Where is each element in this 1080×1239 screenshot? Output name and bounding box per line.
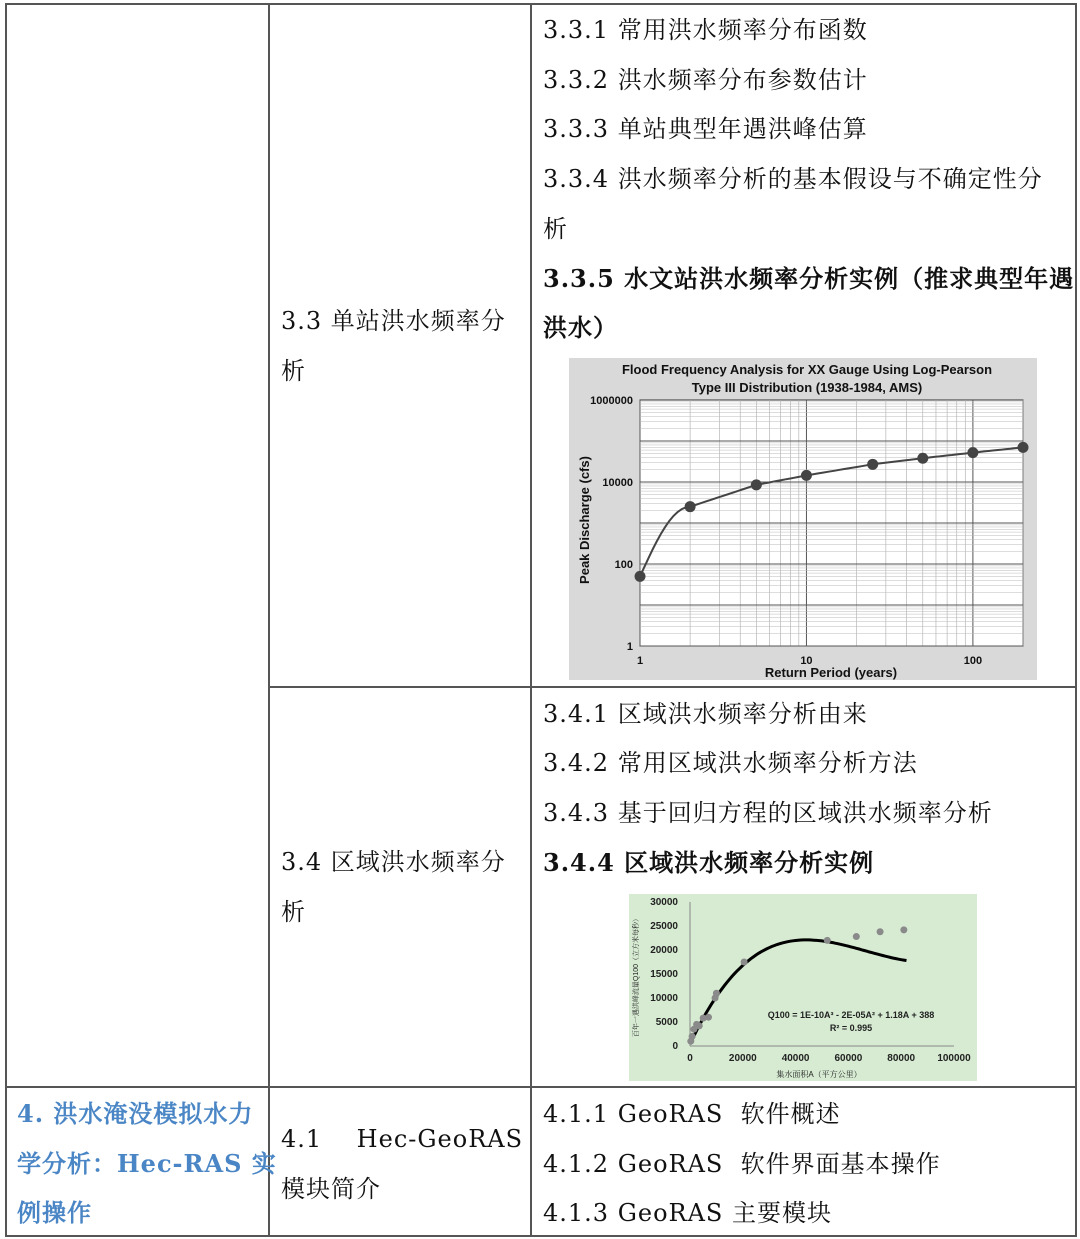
chart1-title: Flood Frequency Analysis for XX Gauge Using Log-Pearson bbox=[621, 362, 993, 377]
chart2-y-tick-label: 25000 bbox=[650, 921, 678, 932]
chart1-y-tick-label: 1000000 bbox=[590, 395, 633, 407]
chart1-subtitle: Type III Distribution (1938-1984, AMS) bbox=[691, 380, 923, 395]
chart1-y-tick-label: 10000 bbox=[602, 477, 633, 489]
table-col-divider-1 bbox=[268, 3, 270, 1237]
section-3-3-label: 3.3 单站洪水频率分 bbox=[281, 307, 506, 335]
chart1-data-point bbox=[801, 470, 812, 481]
section-4-title-cont2: 例操作 bbox=[17, 1198, 92, 1227]
chart1-x-tick-label: 100 bbox=[963, 655, 983, 667]
chart2-y-tick-label: 15000 bbox=[650, 969, 678, 980]
item-3-3-1: 3.3.1 常用洪水频率分布函数 bbox=[543, 16, 868, 44]
chart2-data-point bbox=[713, 990, 720, 997]
chart2-y-tick-label: 5000 bbox=[655, 1017, 678, 1028]
table-border-bottom bbox=[5, 1235, 1077, 1237]
chart1-ylabel: Peak Discharge (cfs) bbox=[577, 456, 592, 584]
chart2-x-tick-label: 40000 bbox=[781, 1053, 810, 1064]
table-border-top bbox=[5, 3, 1077, 5]
table-border-right bbox=[1075, 3, 1077, 1237]
regional-regression-chart bbox=[629, 894, 977, 1081]
item-3-3-3: 3.3.3 单站典型年遇洪峰估算 bbox=[543, 115, 868, 143]
item-4-1-1: 4.1.1 GeoRAS 软件概述 bbox=[543, 1100, 841, 1128]
table-col-divider-2 bbox=[530, 3, 532, 1237]
chart2-x-tick-label: 100000 bbox=[937, 1053, 971, 1064]
chart1-data-point bbox=[967, 447, 978, 458]
item-3-3-5: 3.3.5 水文站洪水频率分析实例（推求典型年遇 bbox=[543, 264, 1075, 293]
chart2-data-point bbox=[853, 933, 860, 940]
chart2-data-point bbox=[705, 1014, 712, 1021]
section-4-title: 4. 洪水淹没模拟水力 bbox=[17, 1099, 254, 1128]
flood-frequency-chart bbox=[569, 358, 1037, 680]
table-row-divider-2 bbox=[5, 1086, 1077, 1088]
section-4-title-cont: 学分析：Hec-RAS 实 bbox=[17, 1149, 277, 1178]
chart2-y-tick-label: 10000 bbox=[650, 993, 678, 1004]
table-border-left bbox=[5, 3, 7, 1237]
chart2-data-point bbox=[900, 926, 907, 933]
item-4-1-2: 4.1.2 GeoRAS 软件界面基本操作 bbox=[543, 1150, 941, 1178]
chart2-y-tick-label: 30000 bbox=[650, 897, 678, 908]
chart1-data-point bbox=[685, 501, 696, 512]
chart2-y-tick-label: 0 bbox=[672, 1041, 678, 1052]
section-4-1-label: 4.1 Hec-GeoRAS bbox=[281, 1125, 524, 1153]
item-3-4-1: 3.4.1 区域洪水频率分析由来 bbox=[543, 700, 868, 728]
section-4-1-label-cont: 模块简介 bbox=[281, 1175, 381, 1203]
item-3-4-2: 3.4.2 常用区域洪水频率分析方法 bbox=[543, 749, 918, 777]
chart2-data-point bbox=[824, 937, 831, 944]
chart2-data-point bbox=[877, 928, 884, 935]
chart1-data-point bbox=[635, 571, 646, 582]
chart2-x-tick-label: 20000 bbox=[728, 1053, 757, 1064]
table-row-divider-1 bbox=[268, 686, 1077, 688]
chart2-fit-curve bbox=[690, 940, 907, 1044]
chart1-data-point bbox=[751, 479, 762, 490]
chart2-data-point bbox=[689, 1033, 696, 1040]
section-3-4-label-cont: 析 bbox=[281, 898, 306, 926]
chart2-y-tick-label: 20000 bbox=[650, 945, 678, 956]
section-3-4-label: 3.4 区域洪水频率分 bbox=[281, 848, 506, 876]
chart1-y-tick-label: 1 bbox=[626, 641, 633, 653]
chart1-data-point bbox=[1018, 442, 1029, 453]
chart2-r2: R² = 0.995 bbox=[829, 1023, 873, 1033]
chart2-ylabel: 百年一遇洪峰流量Q100（立方米每秒） bbox=[633, 914, 640, 1038]
chart2-x-tick-label: 0 bbox=[687, 1053, 693, 1064]
item-4-1-3: 4.1.3 GeoRAS 主要模块 bbox=[543, 1199, 832, 1227]
item-3-3-2: 3.3.2 洪水频率分布参数估计 bbox=[543, 66, 868, 94]
chart2-xlabel: 集水面积A（平方公里） bbox=[776, 1070, 862, 1079]
item-3-4-3: 3.4.3 基于回归方程的区域洪水频率分析 bbox=[543, 799, 993, 827]
chart1-data-point bbox=[867, 459, 878, 470]
chart2-data-point bbox=[696, 1022, 703, 1029]
item-3-4-4: 3.4.4 区域洪水频率分析实例 bbox=[543, 848, 875, 877]
item-3-3-4-cont: 析 bbox=[543, 215, 568, 243]
chart2-x-tick-label: 80000 bbox=[887, 1053, 916, 1064]
chart1-y-tick-label: 100 bbox=[614, 559, 633, 571]
chart1-x-tick-label: 1 bbox=[636, 655, 644, 667]
chart1-x-tick-label: 10 bbox=[800, 655, 813, 667]
item-3-3-4: 3.3.4 洪水频率分析的基本假设与不确定性分 bbox=[543, 165, 1043, 193]
chart2-equation: Q100 = 1E-10A³ - 2E-05A² + 1.18A + 388 bbox=[767, 1010, 935, 1020]
chart2-data-point bbox=[741, 959, 748, 966]
chart2-x-tick-label: 60000 bbox=[834, 1053, 863, 1064]
chart1-data-point bbox=[917, 453, 928, 464]
section-3-3-label-cont: 析 bbox=[281, 357, 306, 385]
item-3-3-5-cont: 洪水） bbox=[543, 313, 618, 342]
chart1-xlabel: Return Period (years) bbox=[764, 665, 898, 680]
